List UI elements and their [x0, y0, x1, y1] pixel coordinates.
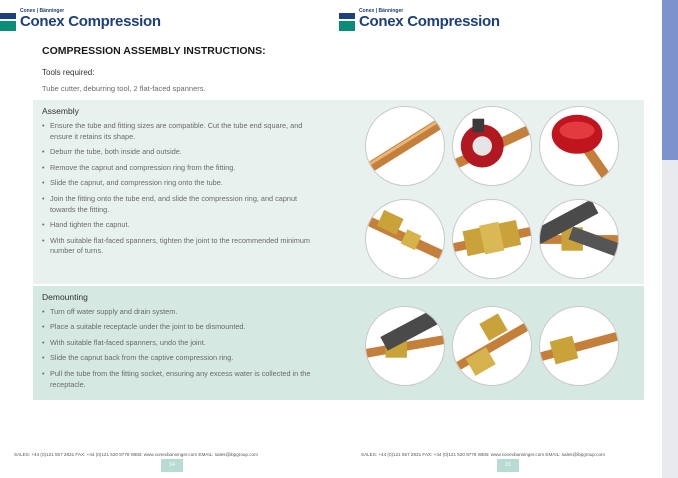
footer-contact-right: SALES: +44 (0)121 557 2831 FAX: +44 (0)121 520 8778 WEB: www.conexbanninger.com EMAIL: sales@ibpgroup.com	[361, 452, 605, 457]
fitting-joined-photo	[452, 199, 532, 279]
spanner-tighten-photo	[539, 199, 619, 279]
list-item: • Slide the capnut, and compression ring onto the tube.	[42, 178, 322, 189]
copper-tube-photo	[365, 106, 445, 186]
list-item: • Place a suitable receptacle under the joint to be dismounted.	[42, 322, 322, 333]
tube-removed-photo	[539, 306, 619, 386]
list-item: • Ensure the tube and fitting sizes are compatible. Cut the tube end square, and ensure it retains its shape.	[42, 121, 322, 142]
spanner-undo-photo	[365, 306, 445, 386]
assembly-title: Assembly	[42, 106, 79, 116]
tools-label: Tools required:	[42, 68, 95, 77]
page-number-left: 14	[161, 459, 183, 472]
brand-logo-left	[0, 8, 161, 31]
list-item: • Join the fitting onto the tube end, and slide the compression ring, and capnut towards the fitting.	[42, 194, 322, 215]
list-item: • Slide the capnut back from the captive compression ring.	[42, 353, 322, 364]
list-item: • Hand tighten the capnut.	[42, 220, 322, 231]
footer-contact-left: SALES: +44 (0)121 557 2831 FAX: +44 (0)121 520 8778 WEB: www.conexbanninger.com EMAIL: sales@ibpgroup.com	[14, 452, 258, 457]
brand-mark-icon	[339, 13, 355, 31]
brand-name: Conex Compression	[20, 13, 161, 30]
page-number-right: 15	[497, 459, 519, 472]
assembly-steps	[42, 121, 322, 262]
demounting-title: Demounting	[42, 292, 88, 302]
brand-mark-icon	[0, 13, 16, 31]
tools-text: Tube cutter, deburring tool, 2 flat-faced spanners.	[42, 84, 206, 93]
list-item: • Turn off water supply and drain system.	[42, 307, 322, 318]
side-tab-strip	[662, 0, 678, 478]
brand-name: Conex Compression	[359, 13, 500, 30]
brand-small-text: Conex | Bänninger	[20, 8, 65, 14]
list-item: • Remove the capnut and compression ring from the fitting.	[42, 163, 322, 174]
fitting-parts-photo	[365, 199, 445, 279]
brand-small-text: Conex | Bänninger	[359, 8, 404, 14]
list-item: • With suitable flat-faced spanners, tighten the joint to the recommended minimum number of turns.	[42, 236, 322, 257]
brand-logo-right	[339, 8, 500, 31]
list-item: • Pull the tube from the fitting socket, ensuring any excess water is collected in the receptacle.	[42, 369, 322, 390]
list-item: • With suitable flat-faced spanners, undo the joint.	[42, 338, 322, 349]
capnut-slide-photo	[452, 306, 532, 386]
list-item: • Deburr the tube, both inside and outside.	[42, 147, 322, 158]
page-heading: COMPRESSION ASSEMBLY INSTRUCTIONS:	[42, 45, 266, 57]
tube-cutter-photo	[452, 106, 532, 186]
demounting-steps	[42, 307, 322, 395]
deburring-tool-photo	[539, 106, 619, 186]
